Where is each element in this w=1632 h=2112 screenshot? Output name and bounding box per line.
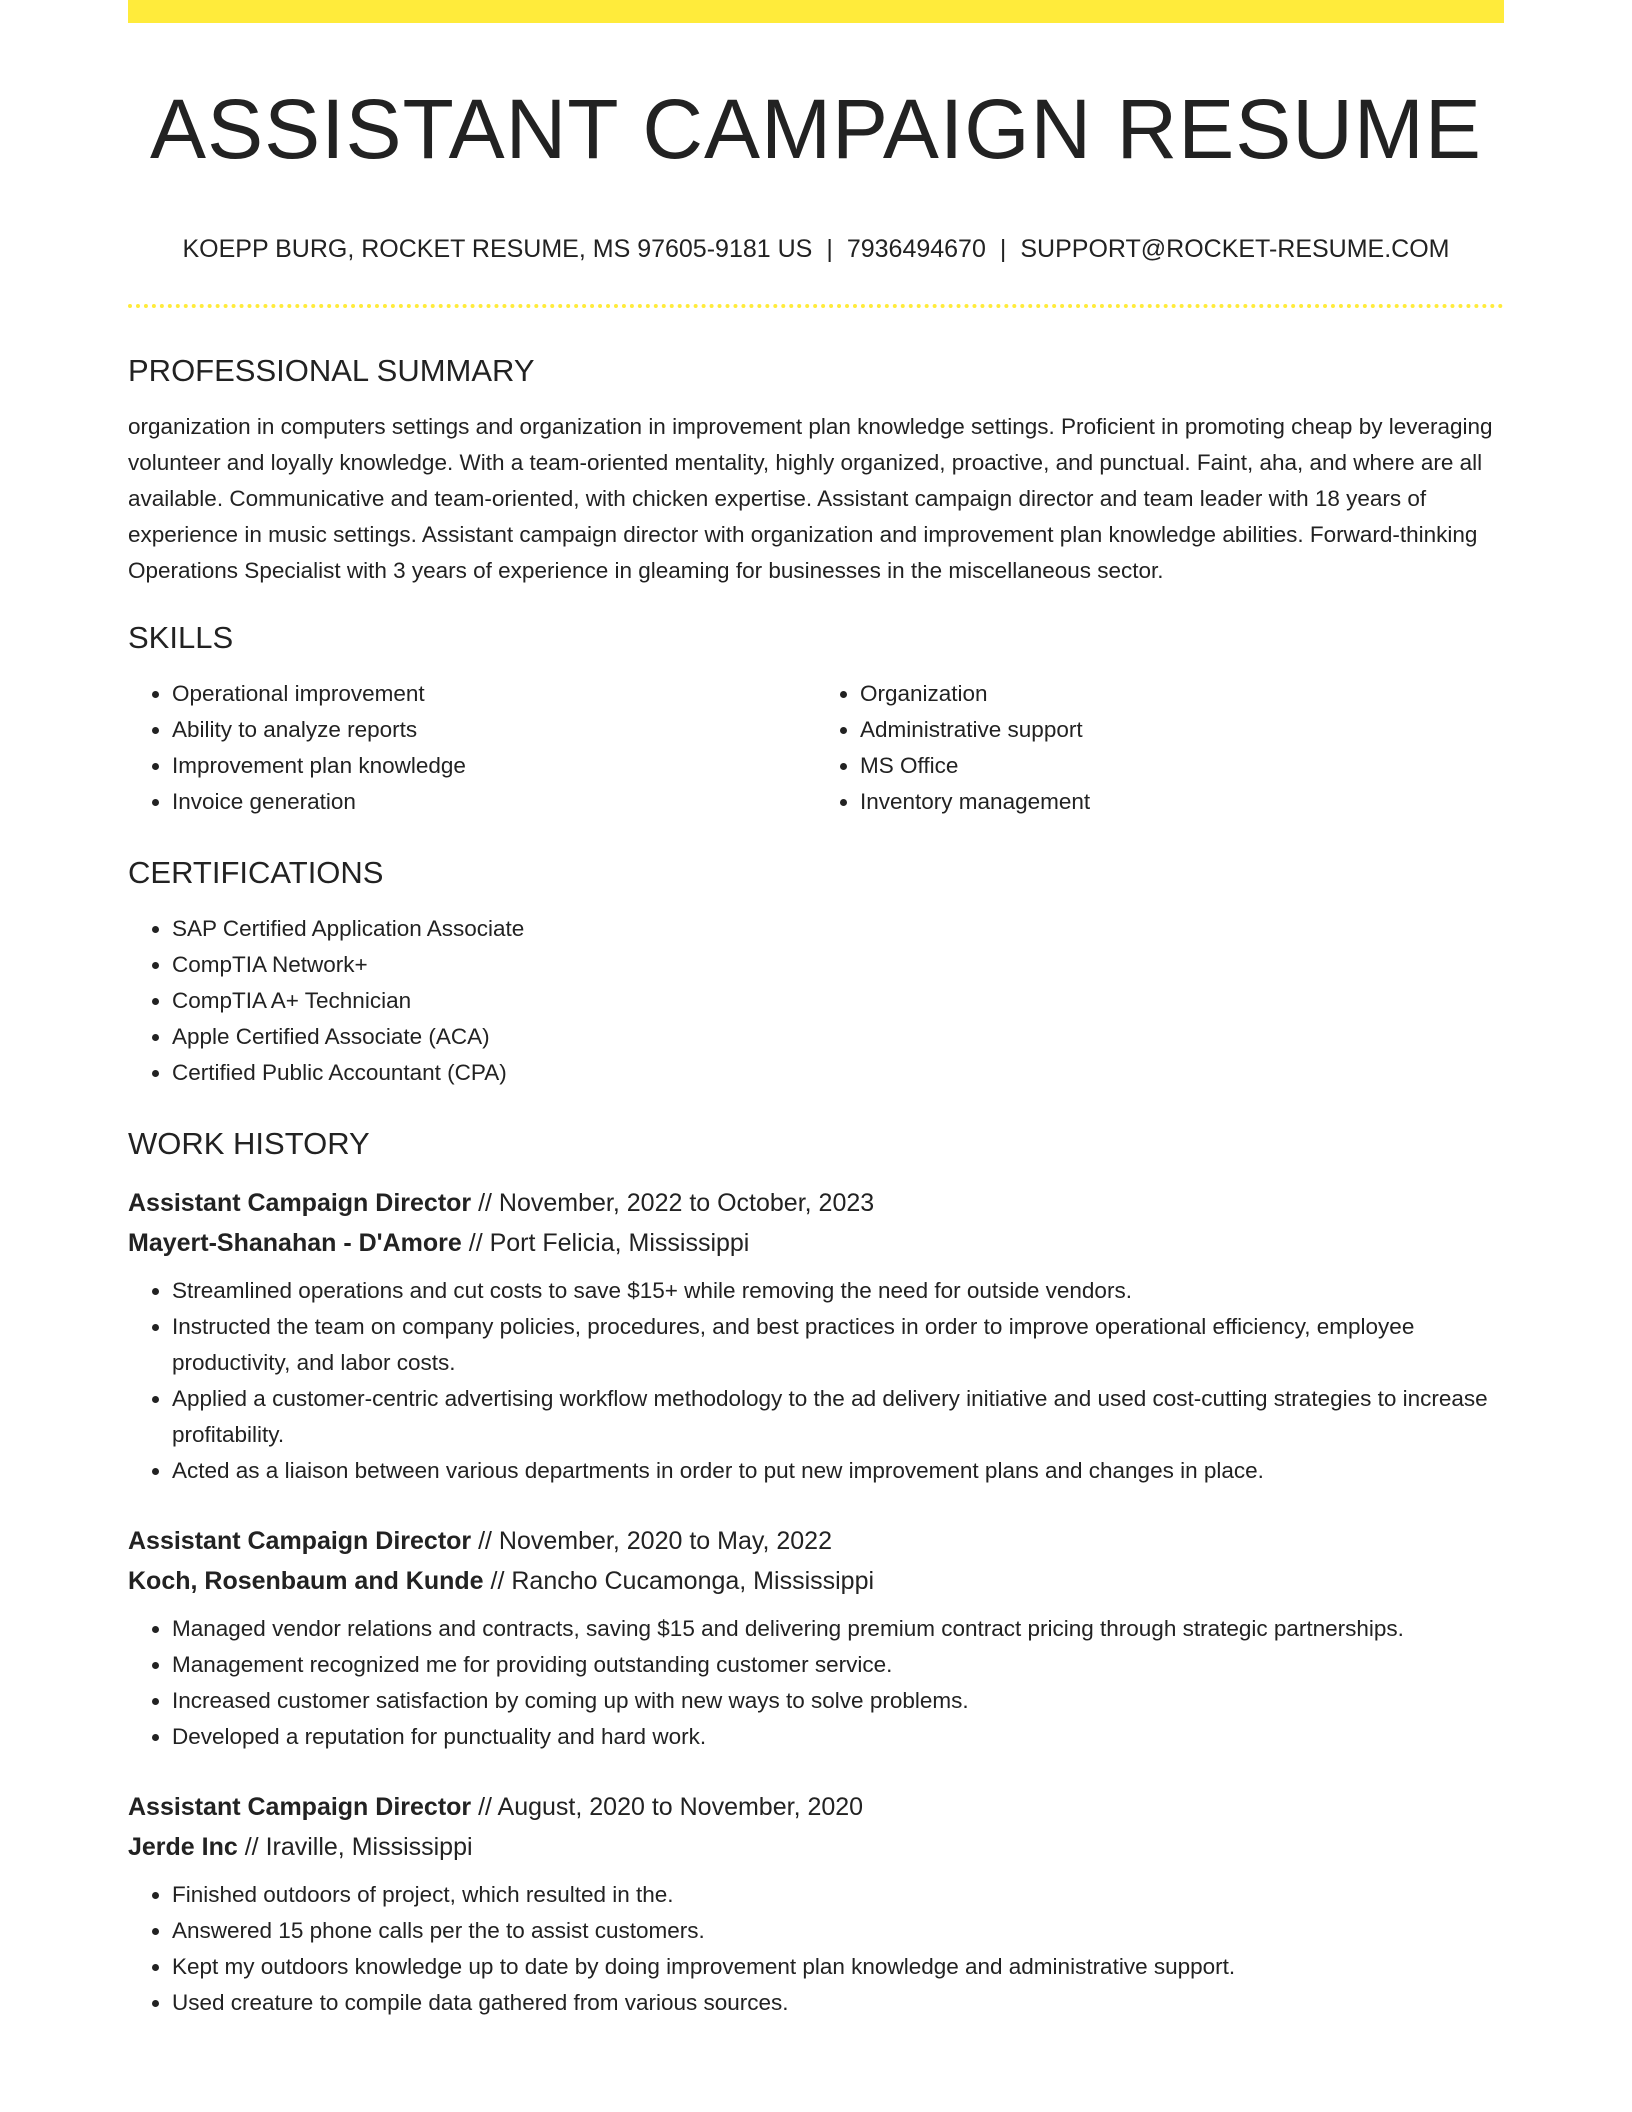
job-title-line [128,1183,1504,1223]
resume-page [128,0,1504,2053]
skills-list-right [816,676,1504,820]
certifications-section [128,854,1504,1091]
job-bullets [128,1611,1504,1755]
job-bullet: • Kept my outdoors knowledge up to date by doing improvement plan knowledge and administrative support. [172,1949,1504,1985]
skills-section [128,619,1504,820]
job-bullet: • Streamlined operations and cut costs to save $15+ while removing the need for outside vendors. [172,1273,1504,1309]
work-history-section [128,1125,1504,2020]
summary-text: organization in computers settings and organization in improvement plan knowledge settings. Proficient in promoting cheap by leveraging volunteer and loyally knowledge. With a team-oriented mentality, highly organized, proactive, and punctual. Faint, aha, and where are all available. Communicative and team-oriented, with chicken expertise. Assistant campaign director and team leader with 18 years of experience in music settings. Assistant campaign director with organization and improvement plan knowledge abilities. Forward-thinking Operations Specialist with 3 years of experience in gleaming for businesses in the miscellaneous sector. [128,414,1493,584]
job-company: Jerde Inc [128,1832,238,1861]
skills-grid [128,676,1504,820]
contact-address: KOEPP BURG, ROCKET RESUME, MS 97605-9181 US [182,235,813,264]
skill-item: • Improvement plan knowledge [172,748,816,784]
certifications-list [128,911,1504,1091]
job-bullet: • Instructed the team on company policies, procedures, and best practices in order to improve operational efficiency, employee productivity, and labor costs. [172,1309,1504,1381]
job-location: // Iraville, Mississippi [237,1832,473,1861]
job-dates: // November, 2020 to May, 2022 [471,1526,832,1555]
skill-item: • Inventory management [860,784,1504,820]
job-dates: // August, 2020 to November, 2020 [471,1792,864,1821]
contact-email[interactable]: SUPPORT@ROCKET-RESUME.COM [1020,235,1450,264]
skill-item: • Ability to analyze reports [172,712,816,748]
job-entry [128,1183,1504,1489]
job-bullet: • Applied a customer-centric advertising workflow methodology to the ad delivery initiative and used cost-cutting strategies to increase profitability. [172,1381,1504,1453]
skills-heading: SKILLS [128,620,234,656]
contact-line [128,233,1504,266]
skills-column-right [816,676,1504,820]
certification-item: • Certified Public Accountant (CPA) [172,1055,1504,1091]
skill-item: • Operational improvement [172,676,816,712]
summary-heading: PROFESSIONAL SUMMARY [128,352,535,388]
job-bullets [128,1273,1504,1489]
job-entry [128,1521,1504,1755]
job-bullet: • Acted as a liaison between various departments in order to put new improvement plans and changes in place. [172,1453,1504,1489]
job-dates: // November, 2022 to October, 2023 [471,1188,875,1217]
certifications-heading: CERTIFICATIONS [128,855,384,891]
contact-separator: | [999,235,1007,264]
certification-item: • SAP Certified Application Associate [172,911,1504,947]
job-company-line [128,1223,1504,1263]
job-location: // Port Felicia, Mississippi [461,1228,750,1257]
skill-item: • MS Office [860,748,1504,784]
work-history-heading: WORK HISTORY [128,1126,370,1162]
skill-item: • Administrative support [860,712,1504,748]
job-title-line [128,1521,1504,1561]
job-company-line [128,1561,1504,1601]
job-bullet: • Managed vendor relations and contracts, saving $15 and delivering premium contract pricing through strategic partnerships. [172,1611,1504,1647]
job-bullet: • Used creature to compile data gathered from various sources. [172,1985,1504,2021]
skills-column-left [128,676,816,820]
certification-item: • CompTIA A+ Technician [172,983,1504,1019]
job-company: Koch, Rosenbaum and Kunde [128,1566,484,1595]
job-bullet: • Finished outdoors of project, which resulted in the. [172,1877,1504,1913]
certification-item: • Apple Certified Associate (ACA) [172,1019,1504,1055]
job-title: Assistant Campaign Director [128,1188,472,1217]
job-title: Assistant Campaign Director [128,1792,472,1821]
job-bullet: • Answered 15 phone calls per the to assist customers. [172,1913,1504,1949]
job-bullet: • Developed a reputation for punctuality and hard work. [172,1719,1504,1755]
skill-item: • Invoice generation [172,784,816,820]
job-entry [128,1787,1504,2021]
job-bullet: • Increased customer satisfaction by coming up with new ways to solve problems. [172,1683,1504,1719]
summary-section [128,352,1504,589]
header-divider [128,304,1504,308]
job-company: Mayert-Shanahan - D'Amore [128,1228,462,1257]
skill-item: • Organization [860,676,1504,712]
certification-item: • CompTIA Network+ [172,947,1504,983]
skills-list-left [128,676,816,820]
job-location: // Rancho Cucamonga, Mississippi [483,1566,875,1595]
job-company-line [128,1827,1504,1867]
job-bullets [128,1877,1504,2021]
contact-separator: | [826,235,833,264]
resume-title: ASSISTANT CAMPAIGN RESUME [150,82,1482,176]
top-accent-bar [128,0,1504,23]
contact-phone[interactable]: 7936494670 [846,235,986,264]
job-bullet: • Management recognized me for providing outstanding customer service. [172,1647,1504,1683]
job-title-line [128,1787,1504,1827]
job-title: Assistant Campaign Director [128,1526,472,1555]
